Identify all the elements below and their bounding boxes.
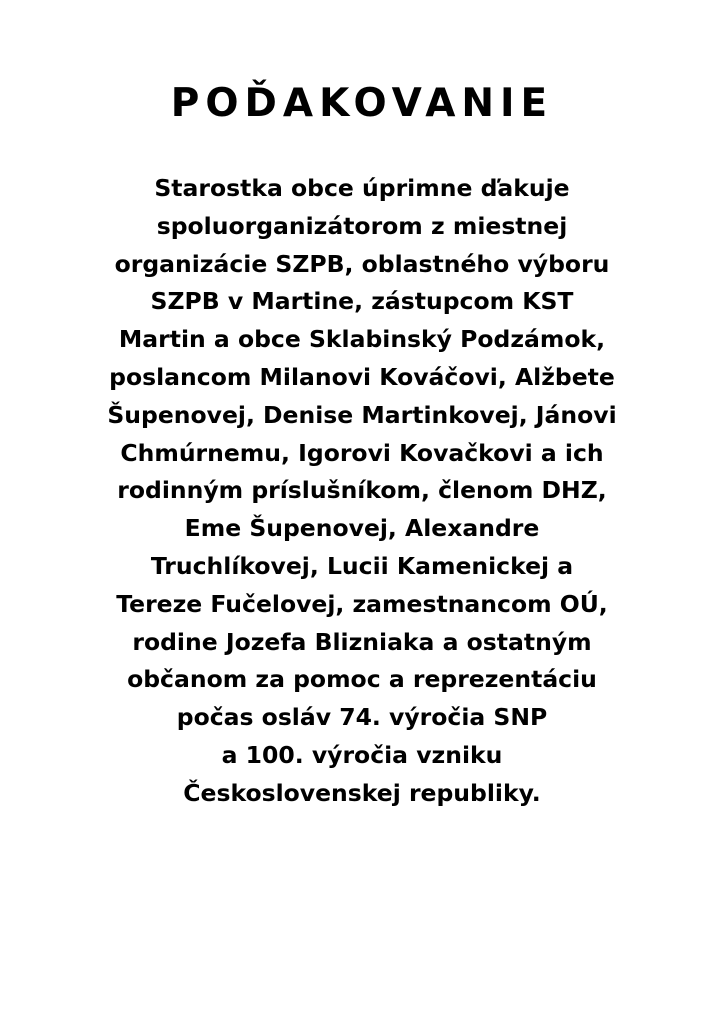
message-line: rodine Jozefa Blizniaka a ostatným	[132, 627, 592, 656]
message-line: Truchlíkovej, Lucii Kamenickej a	[150, 551, 574, 580]
message-line: Starostka obce úprimne ďakuje	[154, 174, 570, 202]
document-title: POĎAKOVANIE	[170, 81, 554, 126]
message-line: a 100. výročia vzniku	[221, 740, 503, 769]
message-line: občanom za pomoc a reprezentáciu	[127, 665, 597, 694]
message-line: počas osláv 74. výročia SNP	[176, 703, 548, 732]
message-line: spoluorganizátorom z miestnej	[156, 211, 568, 240]
message-line: Eme Šupenovej, Alexandre	[184, 514, 540, 543]
message-line: Šupenovej, Denise Martinkovej, Jánovi	[107, 400, 617, 429]
message-line: Československej republiky.	[183, 778, 541, 807]
message-line: poslancom Milanovi Kováčovi, Alžbete	[109, 362, 615, 391]
message-line: Chmúrnemu, Igorovi Kovačkovi a ich	[120, 438, 604, 467]
message-line: SZPB v Martine, zástupcom KST	[150, 287, 574, 316]
message-line: Tereze Fučelovej, zamestnancom OÚ,	[116, 589, 608, 618]
message-line: organizácie SZPB, oblastného výboru	[114, 249, 610, 278]
message-line: Martin a obce Sklabinský Podzámok,	[118, 325, 606, 354]
thank-you-message	[30, 170, 694, 813]
message-line: rodinným príslušníkom, členom DHZ,	[117, 476, 607, 505]
